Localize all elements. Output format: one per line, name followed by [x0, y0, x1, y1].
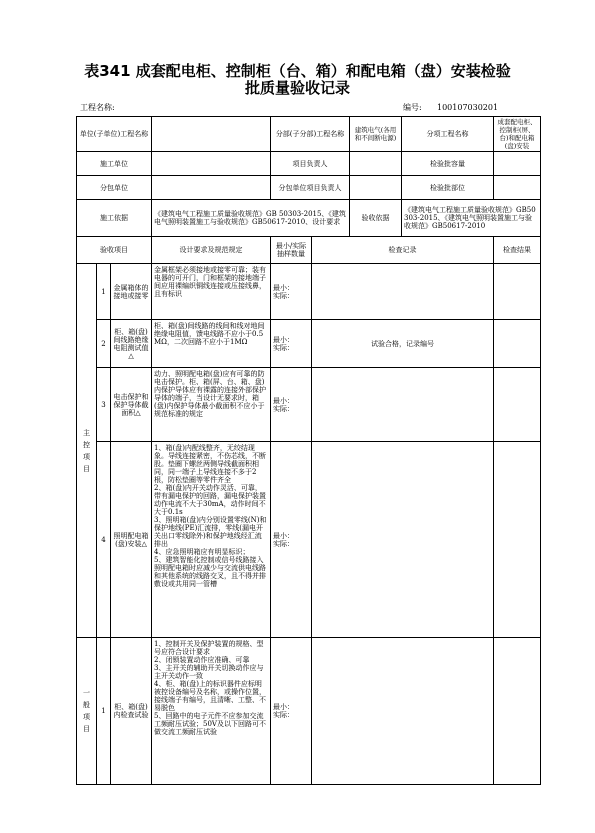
item-name: 金属箱体的接地或接零: [111, 264, 152, 320]
group-main-control: [77, 264, 97, 638]
subcontract-unit-label: 分包单位: [77, 176, 152, 200]
sample-min-label: 最小：: [273, 335, 295, 344]
item-requirement: 金属框架必须接地或接零可靠；装有电器的可开门，门和框架的接地端子间应用裸编织铜线连接或压接线鼻，且有标识: [152, 264, 271, 320]
sample-actual-label: 实际：: [273, 539, 295, 548]
item-name: 照明配电箱(盘)安装△: [111, 442, 152, 638]
item-number: 4: [97, 442, 111, 638]
subdivision-label: 分项工程名称: [402, 117, 494, 152]
group-general-label: 一般项目: [83, 689, 90, 733]
batch-capacity-value[interactable]: [494, 152, 541, 176]
group-main-label: 主控项目: [83, 428, 90, 473]
division-label: 分部(子分部)工程名称: [271, 117, 350, 152]
project-name-label: 工程名称:: [80, 103, 115, 112]
batch-capacity-label: 检验批容量: [402, 152, 494, 176]
subdivision-value: 成套配电柜、控制柜(屏、台)和配电箱(盘)安装: [494, 117, 541, 152]
record-cell[interactable]: 试验合格，记录编号: [312, 320, 494, 368]
sample-cell[interactable]: [271, 368, 312, 442]
item-requirement: 1、箱(盘)内配线整齐，无绞结现象。导线连接紧密，不伤芯线，不断股。垫圈下螺丝两侧导线截面积相同，同一端子上导线连接不多于2根，防松垫圈等零件齐全 2、箱(盘)内开关动作灵活、可靠，带有漏电保护的回路，漏电保护装置动作电流不大于30mA，动作时间不大于0.1s 3、照明箱(盘)内分别设置零线(N)和保护地线(PE)汇流排，零线(漏电开关出口零线除外)和保护地线经汇流排出 4、应急照明箱应有明显标识； 5、建筑智能化控制或信号线路接入照明配电箱时应减少与交流供电线路和其他系统的线路交叉，且不得并排敷设或共用同一管槽: [152, 442, 271, 638]
item-requirement: 柜、箱(盘)间线路的线间和线对地间绝缘电阻值，馈电线路不应小于0.5MΩ，二次回路不应小于1MΩ: [152, 320, 271, 368]
sample-min-label: 最小：: [273, 703, 295, 711]
sample-cell[interactable]: [271, 442, 312, 638]
sample-cell[interactable]: [271, 638, 312, 785]
acceptance-form-table: [76, 116, 541, 785]
record-cell[interactable]: [312, 638, 494, 785]
subcontract-leader-label: 分包单位项目负责人: [271, 176, 350, 200]
item-number: 1: [97, 638, 111, 785]
item-number: 3: [97, 368, 111, 442]
sample-actual-label: 实际：: [273, 711, 295, 719]
construction-unit-value[interactable]: [152, 152, 271, 176]
record-cell[interactable]: [312, 264, 494, 320]
project-leader-value[interactable]: [350, 152, 402, 176]
unit-label: 单位(子单位)工程名称: [77, 117, 152, 152]
item-requirement: 动力、照明配电箱(盘)应有可靠的防电击保护。柜、箱(屏、台、箱、盘)内保护导体应有裸露的连接外部保护导体的端子，当设计无要求时，箱(盘)内保护导体最小截面积不应小于规范标准的规定: [152, 368, 271, 442]
result-cell[interactable]: [494, 320, 541, 368]
project-leader-label: 项目负责人: [271, 152, 350, 176]
construction-basis-value: 《建筑电气工程施工质量验收规范》GB 50303-2015、《建筑电气照明装置施工与验收规范》GB50617-2010、设计要求: [152, 200, 350, 237]
acceptance-basis-value: 《建筑电气工程施工质量验收规范》GB50303-2015、《建筑电气照明装置施工与验收规范》GB50617-2010: [402, 200, 541, 237]
sample-min-label: 最小：: [273, 283, 295, 292]
item-requirement: 1、控制开关及保护装置的规格、型号应符合设计要求 2、闭锁装置动作应准确、可靠 3、主开关的辅助开关切换动作应与主开关动作一致 4、柜、箱(盘)上的标识器件应标明被控设备编号及名称，或操作位置，接线端子有编号，且清晰、工整、不易脱色 5、回路中的电子元件不应参加交流工频耐压试验；50V及以下回路可不做交流工频耐压试验: [152, 638, 271, 785]
construction-unit-label: 施工单位: [77, 152, 152, 176]
unit-value[interactable]: [152, 117, 271, 152]
result-cell[interactable]: [494, 442, 541, 638]
item-number: 2: [97, 320, 111, 368]
sample-min-label: 最小：: [273, 531, 295, 540]
result-cell[interactable]: [494, 638, 541, 785]
group-general: [77, 638, 97, 785]
result-cell[interactable]: [494, 368, 541, 442]
form-title-line1: 表341 成套配电柜、控制柜（台、箱）和配电箱（盘）安装检验: [84, 62, 511, 80]
item-name: 电击保护和保护导体截面积△: [111, 368, 152, 442]
col-header-result: 检查结果: [494, 237, 541, 264]
subcontract-leader-value[interactable]: [350, 176, 402, 200]
number-label: 编号:: [403, 103, 422, 112]
subcontract-unit-value[interactable]: [152, 176, 271, 200]
col-header-sample: 最小/实际抽样数量: [271, 237, 312, 264]
batch-location-label: 检验批部位: [402, 176, 494, 200]
item-number: 1: [97, 264, 111, 320]
sample-actual-label: 实际：: [273, 343, 295, 352]
col-header-record: 检查记录: [312, 237, 494, 264]
sample-actual-label: 实际：: [273, 404, 295, 413]
form-title-line2: 批质量验收记录: [244, 79, 350, 97]
item-name: 柜、箱(盘)间线路绝缘电阻测试值△: [111, 320, 152, 368]
record-cell[interactable]: [312, 368, 494, 442]
number-value: 100107030201: [437, 103, 499, 112]
division-value: 建筑电气(各用和不间断电源): [350, 117, 402, 152]
col-header-design: 设计要求及规范规定: [152, 237, 271, 264]
sample-actual-label: 实际：: [273, 291, 295, 300]
construction-basis-label: 施工依据: [77, 200, 152, 237]
sample-cell[interactable]: [271, 264, 312, 320]
sample-min-label: 最小：: [273, 396, 295, 405]
item-name: 柜、箱(盘)内检查试验: [111, 638, 152, 785]
batch-location-value[interactable]: [494, 176, 541, 200]
sample-cell[interactable]: [271, 320, 312, 368]
acceptance-basis-label: 验收依据: [350, 200, 402, 237]
result-cell[interactable]: [494, 264, 541, 320]
record-cell[interactable]: [312, 442, 494, 638]
col-header-item: 验收项目: [77, 237, 152, 264]
